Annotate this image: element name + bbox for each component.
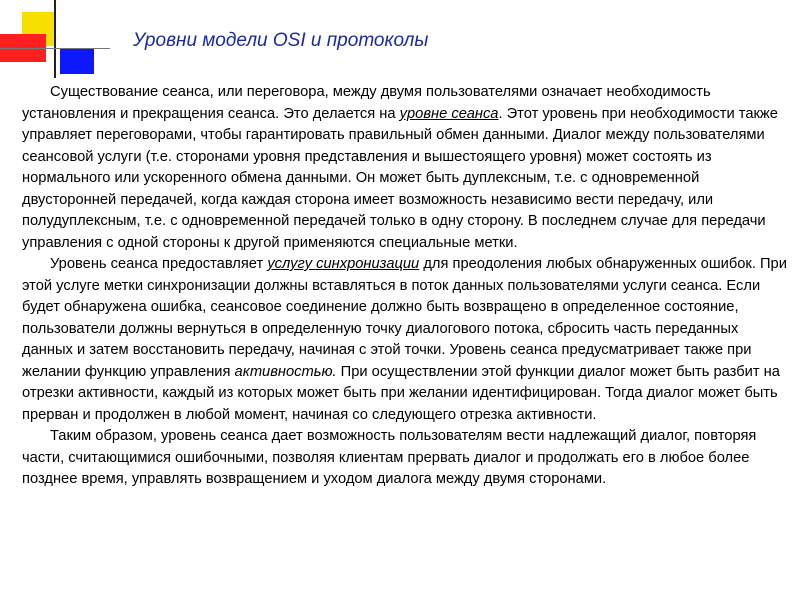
paragraph-2-end: При осуществлении этой функции диалог может быть разбит на отрезки активности, каждый из которых может быть при желании идентифицирован. Тогда диалог может быть прерван и продолжен в любой момент, начиная со следующего отрезка активности. xyxy=(22,363,780,423)
sync-service-term: услугу синхронизации xyxy=(267,256,420,272)
paragraph-2-start: Уровень сеанса предоставляет xyxy=(50,256,268,272)
paragraph-3: Таким образом, уровень сеанса дает возможность пользователям вести надлежащий диалог, повторяя части, считающимися ошибочными, позволяя клиентам прервать диалог и продолжать его в любое более позднее время, управлять возвращением и уходом диалога между двумя сторонами. xyxy=(22,428,757,487)
vertical-line xyxy=(54,0,56,78)
slide-title: Уровни модели OSI и протоколы xyxy=(133,30,429,51)
slide-body xyxy=(22,82,792,491)
paragraph-2-middle: для преодоления любых обнаруженных ошибок. При этой услуге метки синхронизации должны вставляться в поток данных пользователями услуги сеанса. Если будет обнаружена ошибка, сеансовое соединение должно быть возвращено в определенное состояние, пользователи должны вернуться в определенную точку диалогового потока, сбросить часть переданных данных и затем восстановить передачу, начиная с этой точки. Уровень сеанса предусматривает также при желании функцию управления xyxy=(22,256,787,380)
activity-term: активностью. xyxy=(234,363,337,380)
paragraph-1-start: Существование сеанса, или переговора, между двумя пользователями означает необходимость установления и прекращения сеанса. Это делается на xyxy=(22,84,711,122)
paragraph-1-end: . Этот уровень при необходимости также управляет переговорами, чтобы гарантировать правильный обмен данными. Диалог между пользователями сеансовой услуги (т.е. сторонами уровня представления и вышестоящего уровня) может состоять из нормального или ускоренного обмена данными. Он может быть дуплексным, т.е. с одновременной двусторонней передачей, когда каждая сторона имеет возможность независимо вести передачу, или полудуплексным, т.е. с одновременной передачей только в одну сторону. В последнем случае для передачи управления с одной стороны к другой применяются специальные метки. xyxy=(22,105,778,251)
paragraph-1 xyxy=(22,82,792,254)
session-level-term: уровне сеанса xyxy=(399,105,499,122)
horizontal-line xyxy=(0,48,110,49)
decorative-squares xyxy=(0,0,110,70)
blue-square xyxy=(60,48,94,74)
paragraph-2 xyxy=(22,254,792,426)
